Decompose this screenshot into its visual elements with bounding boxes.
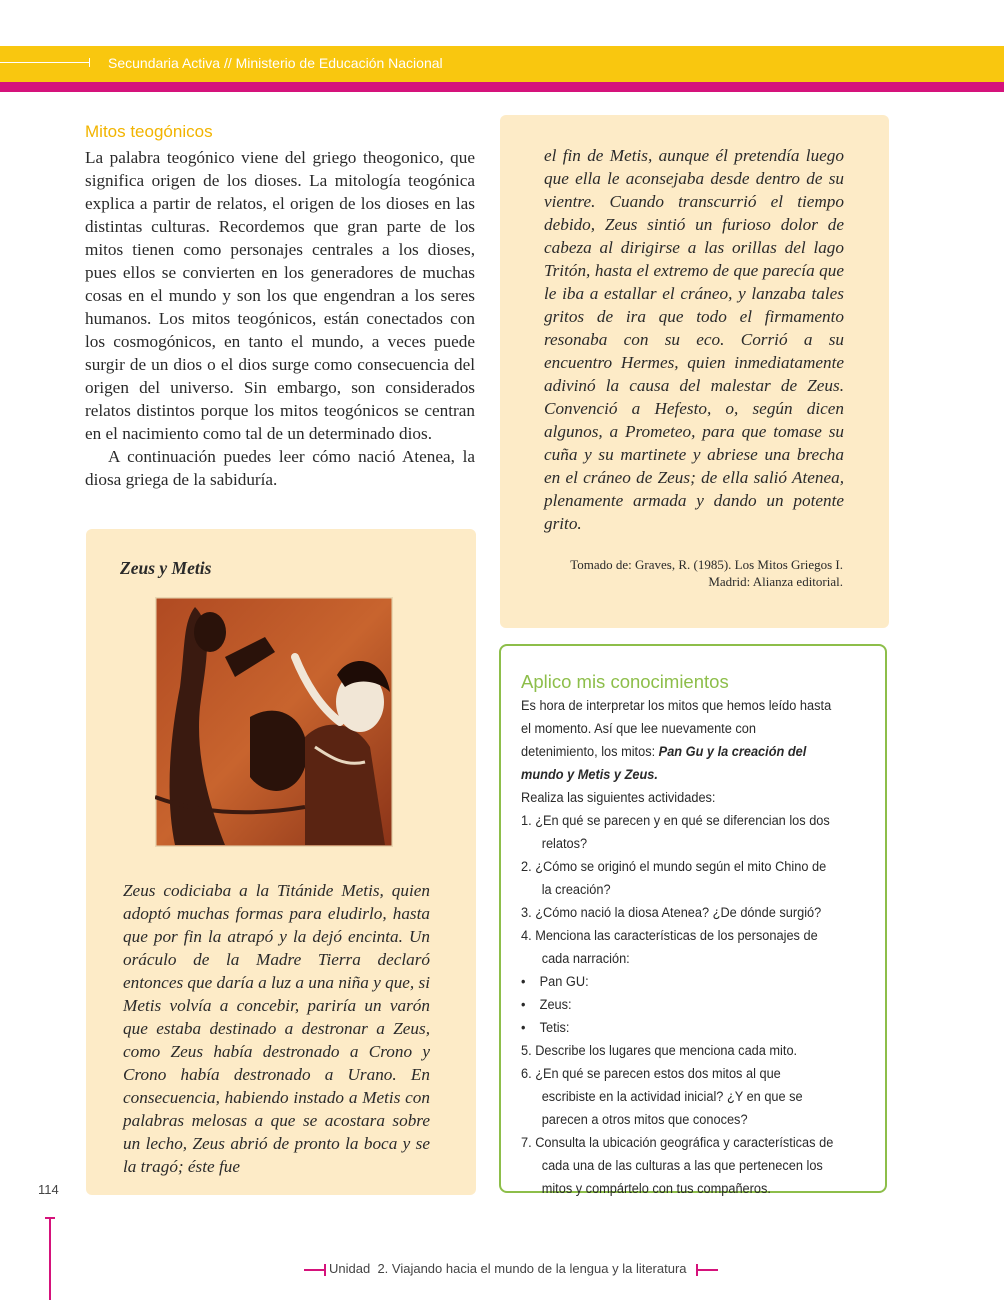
activity-intro-emphasis: Pan Gu y la creación del mundo y Metis y Zeus. (521, 744, 807, 783)
page-number: 114 (38, 1182, 59, 1197)
activity-bullet-3 (521, 1017, 836, 1040)
intro-text (85, 146, 475, 491)
footer-unit-label: Unidad (329, 1261, 371, 1276)
page-rule (49, 1217, 51, 1300)
citation-line-2: Madrid: Alianza editorial. (708, 574, 843, 589)
story-text-left: Zeus codiciaba a la Titánide Metis, quien adoptó muchas formas para eludirlo, hasta que por fin la atrapó y la dejó encinta. Un oráculo de la Madre Tierra declaró entonces que daría a luz a una niña y que, si Metis volvía a concebir, pariría un varón que estaba destinado a destronar a Zeus, como Zeus había destronado a Crono y Crono había destronado a Urano. En consecuencia, habiendo instado a Metis con palabras melosas a que se acostara sobre un lecho, Zeus abrió de pronto la boca y se la tragó; éste fue (123, 881, 430, 1176)
activity-intro (521, 695, 836, 787)
footer-unit-text: 2. Viajando hacia el mundo de la lengua y la literatura (377, 1261, 687, 1276)
activity-title: Aplico mis conocimientos (521, 671, 729, 692)
activity-item-1: 1. ¿En qué se parecen y en qué se diferencian los dos relatos? (521, 813, 830, 852)
activity-item-5: 5. Describe los lugares que menciona cada mito. (521, 1043, 798, 1059)
story-citation (530, 556, 843, 590)
section-title: Mitos teogónicos (85, 122, 213, 141)
footer-rule-left-cap (324, 1264, 326, 1276)
bullet-label: Zeus: (539, 997, 572, 1013)
bullet-icon: • (521, 974, 540, 990)
activity-bullet-1 (521, 971, 836, 994)
story-text-right: el fin de Metis, aunque él pretendía luego que ella le aconsejaba desde dentro de su vientre. Cuando transcurrió el tiempo debido, Zeus sintió un furioso dolor de cabeza al dirigirse a las orillas del lago Tritón, hasta el extremo de que parecía que le iba a estallar el cráneo, y lanzaba tales gritos de ira que todo el firmamento resonaba con su eco. Corrió a su encuentro Hermes, quien inmediatamente adivinó la causa del malestar de Zeus. Convenció a Hefesto, o, según dicen algunos, a Prometeo, para que tomase su cuña y su martinete y abriese una brecha en el cráneo de Zeus; de ella salió Atenea, plenamente armada y dando un potente grito. (544, 146, 844, 533)
header-rule-tick (89, 58, 90, 67)
activity-item-7: 7. Consulta la ubicación geográfica y características de cada una de las culturas a las que pertenecen los mitos y compártelo con tus compañeros. (521, 1135, 834, 1197)
bullet-label: Tetis: (539, 1020, 570, 1036)
activity-item-6: 6. ¿En qué se parecen estos dos mitos al que escribiste en la actividad inicial? ¿Y en que se parecen a otros mitos que conoces? (521, 1066, 803, 1128)
activity-instruction: Realiza las siguientes actividades: (521, 790, 716, 806)
intro-paragraph-2: A continuación puedes leer cómo nació Atenea, la diosa griega de la sabiduría. (85, 447, 475, 489)
magenta-bar (0, 82, 1004, 92)
citation-line-1: Tomado de: Graves, R. (1985). Los Mitos Griegos I. (570, 557, 843, 572)
footer (304, 1261, 724, 1279)
activity-item-3: 3. ¿Cómo nació la diosa Atenea? ¿De dónde surgió? (521, 905, 822, 921)
activity-item-4: 4. Menciona las características de los personajes de cada narración: (521, 928, 818, 967)
footer-rule-right (696, 1269, 718, 1271)
header-rule (0, 62, 90, 63)
intro-paragraph-1: La palabra teogónico viene del griego theogonico, que significa origen de los dioses. La mitología teogónica explica a partir de relatos, el origen de los dioses en las distintas culturas. Recordemos que gran parte de los mitos tienen como personajes centrales a los dioses, pues ellos se convierten en los generadores de muchas cosas en el mundo y son los que engendran a los seres humanos. Los mitos teogónicos, están conectados con los cosmogónicos, en tanto el mundo, a veces puede surgir de un dios o el dios surge como consecuencia del origen del universo. Sin embargo, son considerados relatos distintos porque los mitos teogónicos se centran en el nacimiento como tal de un determinado dios. (85, 148, 475, 443)
story-title: Zeus y Metis (120, 558, 212, 578)
greek-vase-painting (155, 597, 393, 847)
bullet-label: Pan GU: (539, 974, 589, 990)
activity-body (521, 695, 836, 1201)
bullet-icon: • (521, 1020, 540, 1036)
bullet-icon: • (521, 997, 540, 1013)
activity-bullet-2 (521, 994, 836, 1017)
header-text: Secundaria Activa // Ministerio de Educación Nacional (108, 55, 443, 71)
footer-text (329, 1261, 687, 1276)
activity-intro-text: Es hora de interpretar los mitos que hemos leído hasta el momento. Así que lee nuevamente con detenimiento, los mitos: (521, 698, 832, 760)
footer-rule-left (304, 1269, 326, 1271)
activity-item-2: 2. ¿Cómo se originó el mundo según el mito Chino de la creación? (521, 859, 827, 898)
